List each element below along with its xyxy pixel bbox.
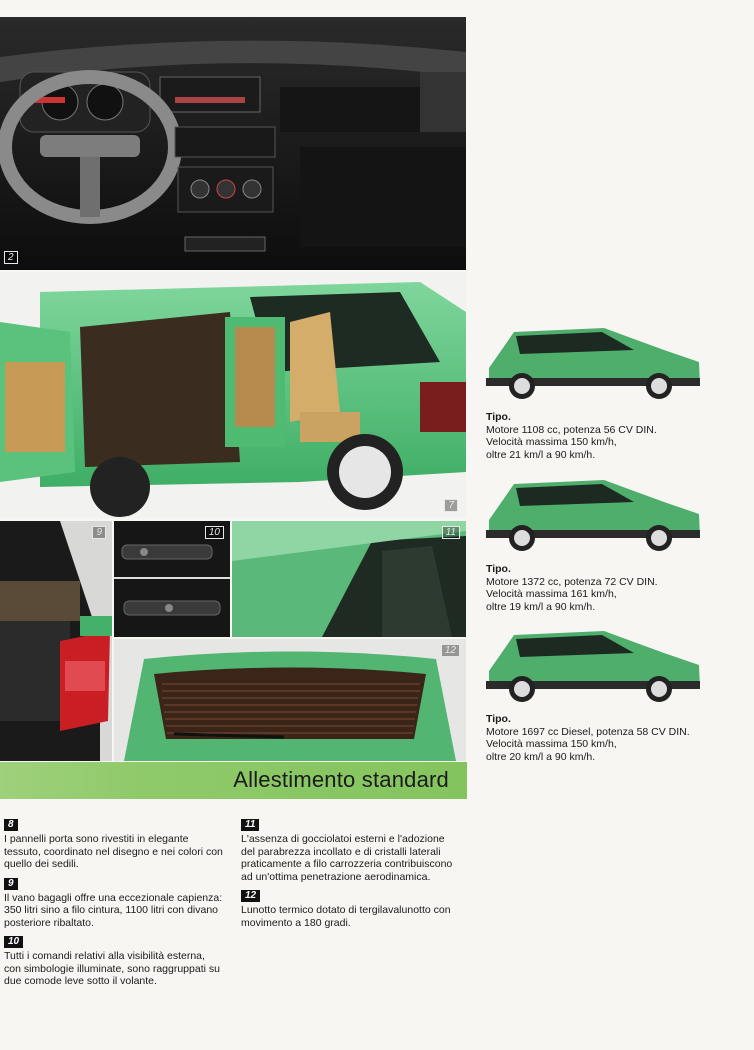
engine-spec-2 [486,563,726,613]
caption-number: 11 [241,819,259,831]
photo-number-badge: 10 [205,526,224,539]
dashboard-photo [0,17,466,270]
steering-stalks-photo [114,521,230,637]
photo-number-badge: 9 [92,526,106,539]
spec-line: Velocità massima 150 km/h, [486,738,617,750]
caption-text: I pannelli porta sono rivestiti in elegante tessuto, coordinato nel disegno e nei colori con quello dei sedili. [4,833,223,870]
caption-text: Tutti i comandi relativi alla visibilità esterna, con simbologie illuminate, sono raggruppati su due comode leve sotto il volante. [4,950,220,987]
caption-12 [241,889,461,929]
spec-line: Velocità massima 161 km/h, [486,588,617,600]
car-thumbnail-1 [484,320,704,400]
caption-9 [4,877,224,930]
spec-line: oltre 21 km/l a 90 km/h. [486,448,596,461]
caption-text: Lunotto termico dotato di tergilavalunotto con movimento a 180 gradi. [241,904,451,929]
caption-number: 10 [4,936,23,948]
spec-title: Tipo. [486,563,511,575]
car-thumbnail-2 [484,472,704,552]
spec-line: oltre 20 km/l a 90 km/h. [486,750,596,763]
photo-number-badge: 2 [4,251,18,264]
caption-text: L'assenza di gocciolatoi esterni e l'adozione del parabrezza incollato e di cristalli laterali praticamente a filo carrozzeria contribuiscono ad un'ottima penetrazione aerodinamica. [241,833,453,883]
section-heading: Allestimento standard [233,767,449,792]
spec-line: Velocità massima 150 km/h, [486,436,617,448]
engine-spec-3 [486,713,726,763]
car-thumbnail-3 [484,623,704,703]
caption-10 [4,935,224,988]
spec-title: Tipo. [486,411,511,423]
caption-text: Il vano bagagli offre una eccezionale capienza: 350 litri sino a filo cintura, 1100 litri con divano posteriore ribaltato. [4,891,223,929]
photo-number-badge: 7 [444,499,458,512]
photo-number-badge: 11 [442,526,460,539]
spec-line: oltre 19 km/l a 90 km/h. [486,600,596,613]
captions-right-column [241,818,461,935]
spec-line: Motore 1108 cc, potenza 56 CV DIN. [486,423,657,436]
caption-number: 9 [4,878,18,890]
caption-8 [4,818,224,871]
spec-title: Tipo. [486,713,511,725]
engine-spec-1 [486,411,726,461]
side-doors-photo [0,272,466,518]
caption-11 [241,818,461,883]
captions-left-column [4,818,224,994]
caption-number: 12 [241,890,260,902]
flush-glass-photo [232,521,466,637]
trunk-photo [0,521,112,761]
rear-window-photo [114,639,466,761]
section-heading-band [0,762,467,799]
spec-line: Motore 1372 cc, potenza 72 CV DIN. [486,575,658,588]
spec-line: Motore 1697 cc Diesel, potenza 58 CV DIN. [486,725,690,738]
caption-number: 8 [4,819,18,831]
photo-number-badge: 12 [441,644,460,657]
